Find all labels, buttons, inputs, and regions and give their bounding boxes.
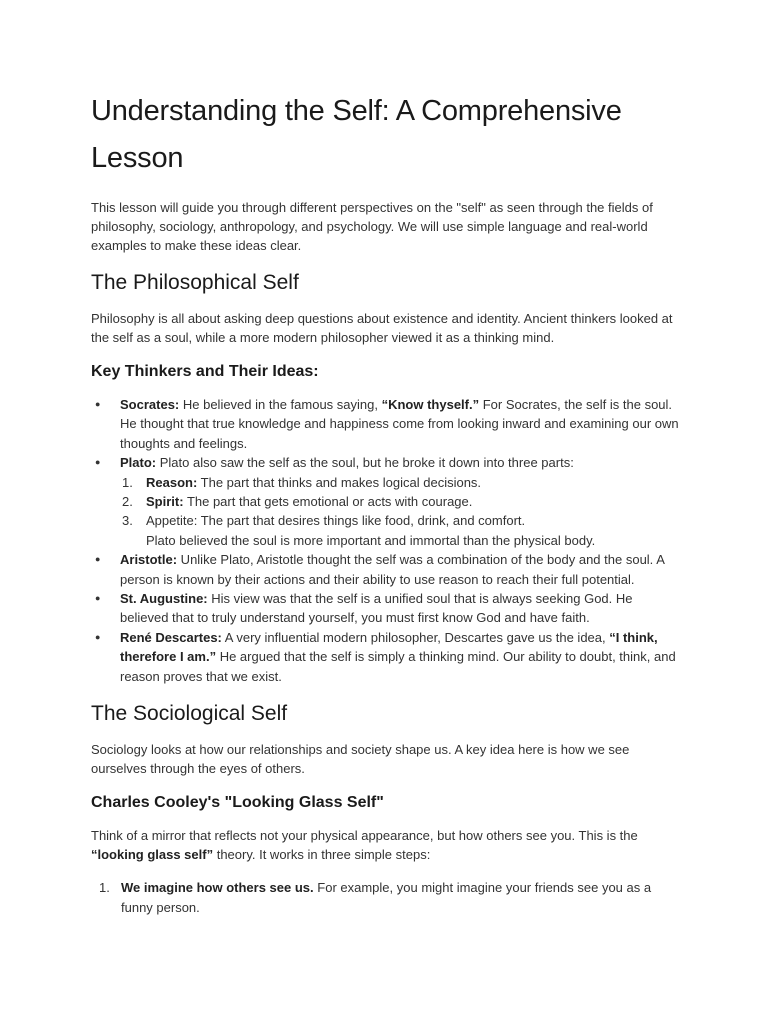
list-number: 1. xyxy=(99,880,110,896)
list-item-aristotle xyxy=(91,550,681,589)
soul-parts-list xyxy=(120,473,681,531)
part-text: Appetite: The part that desires things like food, drink, and comfort. xyxy=(146,513,526,529)
list-item-appetite xyxy=(120,511,681,530)
quote: “I think, therefore I am.” xyxy=(120,629,658,665)
sociological-intro: Sociology looks at how our relationships and society shape us. A key idea here is how we see ourselves through the eyes of others. xyxy=(91,742,630,777)
paragraph-text: Think of a mirror that reflects not your physical appearance, but how others see you. This is the xyxy=(91,828,638,844)
part-text: The part that gets emotional or acts with courage. xyxy=(183,494,473,510)
philosophical-intro: Philosophy is all about asking deep questions about existence and identity. Ancient thinkers looked at the self as a soul, while a more modern philosopher viewed it as a thinking mind. xyxy=(91,311,673,345)
thinker-text: He argued that the self is simply a thinking mind. Our ability to doubt, think, and reason proves that we exist. xyxy=(120,649,676,684)
thinker-name: Socrates: xyxy=(120,397,180,412)
section-heading-philosophical: The Philosophical Self xyxy=(91,271,299,294)
section-heading-sociological: The Sociological Self xyxy=(91,702,288,726)
thinker-name: St. Augustine: xyxy=(120,591,208,607)
quote: “Know thyself.” xyxy=(381,397,480,412)
looking-glass-steps xyxy=(91,878,681,917)
list-item-spirit xyxy=(120,492,681,511)
list-item-augustine xyxy=(91,589,681,628)
term: “looking glass self” xyxy=(91,847,214,863)
part-text: The part that thinks and makes logical decisions. xyxy=(197,474,482,490)
list-item-step-1 xyxy=(91,878,681,917)
thinker-name: Aristotle: xyxy=(120,552,178,568)
thinker-text: His view was that the self is a unified soul that is always seeking God. He believed that to truly understand yourself, you must first know God and have faith. xyxy=(120,591,633,626)
thinker-text: For Socrates, the self is the soul. He thought that true knowledge and happiness come from looking inward and examining our own thoughts and feelings. xyxy=(120,397,679,451)
part-name: Reason: xyxy=(146,474,198,490)
thinker-name: René Descartes: xyxy=(120,629,222,645)
subheading-key-thinkers: Key Thinkers and Their Ideas: xyxy=(91,363,319,380)
part-name: Spirit: xyxy=(146,494,184,510)
list-number: 3. xyxy=(122,513,133,529)
list-number: 2. xyxy=(122,494,133,510)
list-number: 1. xyxy=(122,474,133,490)
intro-paragraph: This lesson will guide you through different perspectives on the "self" as seen through the fields of philosophy, sociology, anthropology, and psychology. We will use simple language and real-world examples to make these ideas clear. xyxy=(91,200,653,253)
thinker-name: Plato: xyxy=(120,455,157,471)
thinker-text: Plato also saw the self as the soul, but he broke it down into three parts: xyxy=(156,455,574,471)
step-title: We imagine how others see us. xyxy=(121,880,314,896)
document-page xyxy=(91,88,681,917)
subheading-looking-glass: Charles Cooley's "Looking Glass Self" xyxy=(91,794,384,812)
list-item-reason xyxy=(120,473,681,492)
page-title: Understanding the Self: A Comprehensive Lesson xyxy=(91,95,622,174)
thinkers-list xyxy=(91,395,681,686)
thinker-text: A very influential modern philosopher, Descartes gave us the idea, xyxy=(221,629,610,645)
list-item-plato xyxy=(91,453,681,550)
step-text: For example, you might imagine your friends see you as a funny person. xyxy=(121,880,652,915)
list-item-socrates xyxy=(91,395,681,453)
paragraph-text: theory. It works in three simple steps: xyxy=(213,847,431,863)
plato-conclusion: Plato believed the soul is more important and immortal than the physical body. xyxy=(146,532,596,548)
looking-glass-paragraph xyxy=(91,826,681,864)
thinker-text: Unlike Plato, Aristotle thought the self was a combination of the body and the soul. A person is known by their actions and their ability to use reason to reach their full potential. xyxy=(120,552,665,587)
list-item-descartes xyxy=(91,628,681,686)
thinker-text: He believed in the famous saying, xyxy=(179,397,382,412)
